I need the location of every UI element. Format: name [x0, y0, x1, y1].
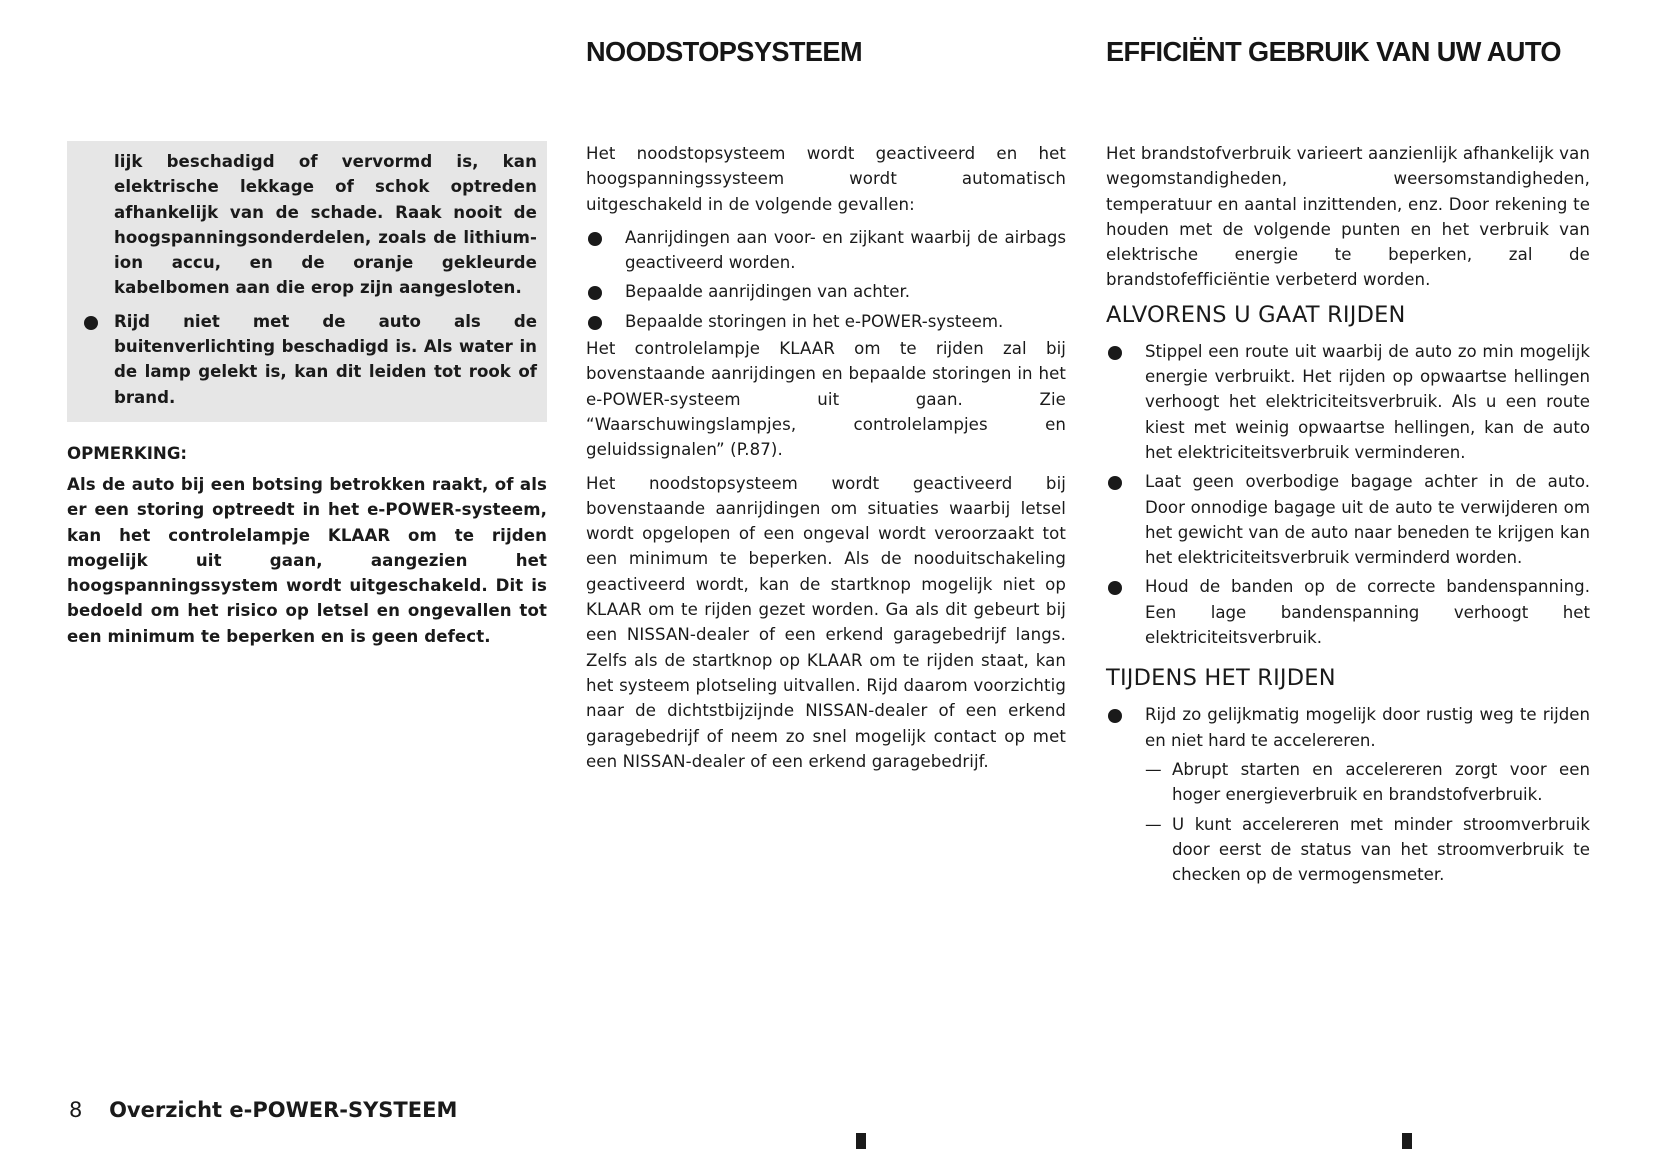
- noodstop-bullet: [586, 309, 1066, 334]
- right-column: [1106, 141, 1590, 891]
- footer-section-title: Overzicht e-POWER-SYSTEEM: [109, 1098, 458, 1122]
- noodstop-paragraph-2: Het controlelampje KLAAR om te rijden zal bij bovenstaande aanrijdingen en bepaalde storingen in het e-POWER-systeem uit gaan. Zie “Waarschuwingslampjes, controlelampjes en geluidssignalen” (P.87).: [586, 339, 1066, 460]
- alvorens-bullet: [1106, 574, 1590, 650]
- bullet-icon: [1108, 709, 1122, 723]
- page-footer: [69, 1098, 457, 1122]
- tijdens-sub-item: [1145, 757, 1590, 808]
- alvorens-bullet-text: Laat geen overbodige bagage achter in de auto. Door onnodige bagage uit de auto te verwijderen om het gewicht van de auto naar beneden te krijgen kan het elektriciteitsverbruik verminderd worden.: [1145, 472, 1590, 568]
- warning-continuation-text: lijk beschadigd of vervormd is, kan elektrische lekkage of schok optreden afhankelijk van de schade. Raak nooit de hoogspanningsonderdelen, zoals de lithium-ion accu, en de oranje gekleurde kabelbomen aan die erop zijn aangesloten.: [114, 152, 537, 298]
- tijdens-bullet-text: Rijd zo gelijkmatig mogelijk door rustig weg te rijden en niet hard te accelereren.: [1145, 705, 1590, 750]
- warning-bullet-item: [67, 309, 537, 410]
- warning-bullet-text: Rijd niet met de auto als de buitenverlichting beschadigd is. Als water in de lamp gelekt is, kan dit leiden tot rook of brand.: [114, 311, 537, 407]
- section-title-noodstopsysteem: NOODSTOPSYSTEEM: [586, 36, 863, 67]
- subheading-alvorens: ALVORENS U GAAT RIJDEN: [1106, 301, 1406, 328]
- crop-mark: [1402, 1133, 1412, 1149]
- dash-icon: —: [1145, 814, 1162, 834]
- noodstop-intro: Het noodstopsysteem wordt geactiveerd en het hoogspanningssysteem wordt automatisch uitgeschakeld in de volgende gevallen:: [586, 144, 1066, 214]
- efficiency-intro: Het brandstofverbruik varieert aanzienlijk afhankelijk van wegomstandigheden, weersomstandigheden, temperatuur en aantal inzittenden, enz. Door rekening te houden met de volgende punten en het verbruik van elektrische energie te beperken, zal de brandstofefficiëntie verbeterd worden.: [1106, 144, 1590, 290]
- bullet-icon: [588, 286, 602, 300]
- bullet-icon: [588, 232, 602, 246]
- noodstop-bullet-text: Bepaalde storingen in het e-POWER-systeem.: [625, 311, 1004, 331]
- section-title-efficient-gebruik: EFFICIËNT GEBRUIK VAN UW AUTO: [1106, 36, 1561, 67]
- bullet-icon: [1108, 581, 1122, 595]
- bullet-icon: [1108, 476, 1122, 490]
- middle-column: [586, 141, 1066, 782]
- tijdens-sub-item: [1145, 812, 1590, 888]
- page-number: 8: [69, 1098, 83, 1122]
- dash-icon: —: [1145, 759, 1162, 779]
- noodstop-bullet: [586, 225, 1066, 276]
- tijdens-sub-item-text: U kunt accelereren met minder stroomverbruik door eerst de status van het stroomverbruik te checken op de vermogensmeter.: [1172, 814, 1590, 885]
- tijdens-bullet: [1106, 702, 1590, 753]
- warning-box: [67, 141, 547, 422]
- alvorens-bullet: [1106, 339, 1590, 465]
- note-text: Als de auto bij een botsing betrokken raakt, of als er een storing optreedt in het e-POWER-systeem, kan het controlelampje KLAAR om te rijden mogelijk uit gaan, aangezien het hoogspanningssystem wordt uitgeschakeld. Dit is bedoeld om het risico op letsel en ongevallen tot een minimum te beperken en is geen defect.: [67, 474, 547, 646]
- alvorens-bullet-text: Houd de banden op de correcte bandenspanning. Een lage bandenspanning verhoogt het elektriciteitsverbruik.: [1145, 577, 1590, 648]
- subheading-tijdens: TIJDENS HET RIJDEN: [1106, 665, 1336, 692]
- left-column: [67, 141, 547, 657]
- crop-mark: [856, 1133, 866, 1149]
- note-heading: OPMERKING:: [67, 443, 188, 463]
- bullet-icon: [1108, 346, 1122, 360]
- alvorens-bullet: [1106, 469, 1590, 570]
- noodstop-bullet: [586, 279, 1066, 304]
- tijdens-sub-list: [1106, 757, 1590, 887]
- noodstop-bullet-text: Aanrijdingen aan voor- en zijkant waarbij de airbags geactiveerd worden.: [625, 227, 1066, 273]
- bullet-icon: [588, 316, 602, 330]
- bullet-icon: [84, 316, 98, 330]
- alvorens-bullet-text: Stippel een route uit waarbij de auto zo min mogelijk energie verbruikt. Het rijden op opwaartse hellingen verhoogt het elektriciteitsverbruik. Als u een route kiest met weinig opwaartse hellingen, kan de auto het elektriciteitsverbruik verminderen.: [1145, 341, 1590, 462]
- noodstop-paragraph-3: Het noodstopsysteem wordt geactiveerd bij bovenstaande aanrijdingen om situaties waarbij letsel wordt opgelopen of een ongeval wordt veroorzaakt tot een minimum te beperken. Als de nooduitschakeling geactiveerd wordt, kan de startknop mogelijk niet op KLAAR om te rijden gezet worden. Ga als dit gebeurt bij een NISSAN-dealer of een erkend garagebedrijf langs. Zelfs als de startknop op KLAAR om te rijden staat, kan het systeem plotseling uitvallen. Rijd daarom voorzichtig naar de dichtstbijzijnde NISSAN-dealer of een erkend garagebedrijf of neem zo snel mogelijk contact op met een NISSAN-dealer of een erkend garagebedrijf.: [586, 473, 1066, 771]
- noodstop-bullet-text: Bepaalde aanrijdingen van achter.: [625, 282, 911, 302]
- tijdens-sub-item-text: Abrupt starten en accelereren zorgt voor een hoger energieverbruik en brandstofverbruik.: [1172, 759, 1590, 805]
